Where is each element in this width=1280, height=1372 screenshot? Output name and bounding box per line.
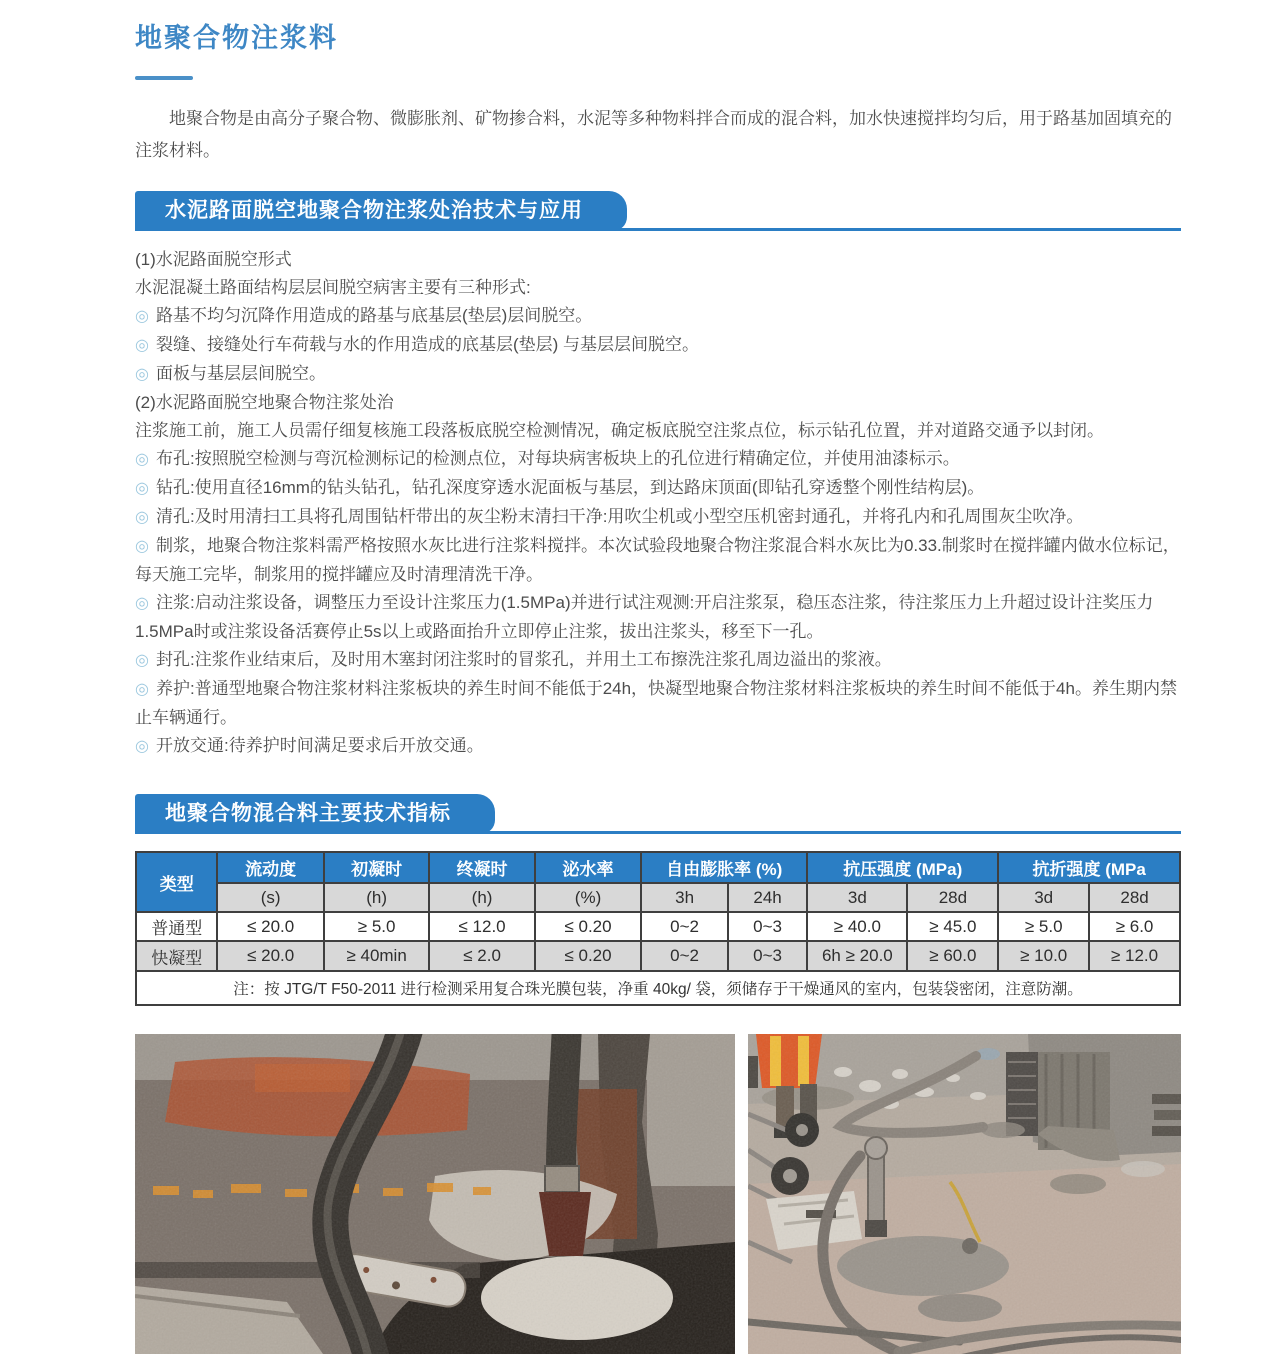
unit-cell: 28d: [907, 883, 998, 912]
bullet-icon: ◎: [135, 366, 149, 383]
bullet-icon: ◎: [135, 451, 149, 468]
unit-cell: 3h: [641, 883, 728, 912]
page-title: 地聚合物注浆料: [135, 23, 338, 53]
body-line: 水泥混凝土路面结构层层间脱空病害主要有三种形式:: [135, 278, 531, 297]
value-cell: ≥ 60.0: [907, 941, 998, 971]
value-cell: 0~3: [728, 912, 807, 941]
bullet-icon: ◎: [135, 738, 149, 755]
table-unit-row: [136, 883, 1180, 912]
bullet-icon: ◎: [135, 480, 149, 497]
value-cell: ≤ 0.20: [535, 941, 641, 971]
value-cell: 0~3: [728, 941, 807, 971]
col-header-type: 类型: [136, 852, 217, 912]
value-cell: 6h ≥ 20.0: [807, 941, 907, 971]
photo-grouting-worksite: [748, 1034, 1181, 1354]
body-line: ◎ 清孔:及时用清扫工具将孔周围钻杆带出的灰尘粉末清扫干净:用吹尘机或小型空压机密封通孔，并将孔内和孔周围灰尘吹净。: [135, 507, 1084, 526]
value-cell: ≤ 20.0: [217, 912, 323, 941]
value-cell: ≥ 40min: [324, 941, 429, 971]
unit-cell: 24h: [728, 883, 807, 912]
body-line: ◎ 封孔:注浆作业结束后，及时用木塞封闭注浆时的冒浆孔，并用土工布擦洗注浆孔周边溢出的浆液。: [135, 650, 892, 669]
table-note-row: [136, 971, 1180, 1005]
value-cell: 0~2: [641, 912, 728, 941]
title-underline: [135, 76, 193, 80]
value-cell: ≤ 0.20: [535, 912, 641, 941]
body-line: ◎ 开放交通:待养护时间满足要求后开放交通。: [135, 736, 484, 755]
row-type-cell: 普通型: [136, 912, 217, 941]
body-line: ◎ 注浆:启动注浆设备，调整压力至设计注浆压力(1.5MPa)并进行试注观测:开启注浆泵，稳压态注浆，待注浆压力上升超过设计注奖压力1.5MPa时或注浆设备活赛停止5s以上或路面抬升立即停止注浆，拔出注浆头，移至下一孔。: [135, 593, 1154, 641]
value-cell: ≤ 12.0: [429, 912, 534, 941]
bullet-icon: ◎: [135, 509, 149, 526]
value-cell: 0~2: [641, 941, 728, 971]
unit-cell: (s): [217, 883, 323, 912]
photo-grout-hose-pavement: [135, 1034, 735, 1354]
unit-cell: (h): [324, 883, 429, 912]
col-header: 抗压强度 (MPa): [807, 852, 998, 883]
section2-banner: 地聚合物混合料主要技术指标: [135, 794, 495, 834]
spec-table: [135, 851, 1181, 1006]
value-cell: ≥ 12.0: [1089, 941, 1180, 971]
value-cell: ≥ 10.0: [998, 941, 1089, 971]
section1-banner-row: [135, 194, 1181, 231]
bullet-icon: ◎: [135, 652, 149, 669]
table-row-normal-type: [136, 912, 1180, 941]
col-header: 初凝时: [324, 852, 429, 883]
body-line: (1)水泥路面脱空形式: [135, 250, 292, 269]
col-header: 终凝时: [429, 852, 534, 883]
unit-cell: 28d: [1089, 883, 1180, 912]
bullet-icon: ◎: [135, 308, 149, 325]
section1-banner: 水泥路面脱空地聚合物注浆处治技术与应用: [135, 191, 627, 231]
section2-banner-row: [135, 797, 1181, 834]
body-line: (2)水泥路面脱空地聚合物注浆处治: [135, 393, 394, 412]
col-header: 流动度: [217, 852, 323, 883]
bullet-icon: ◎: [135, 595, 149, 612]
body-line: 注浆施工前，施工人员需仔细复核施工段落板底脱空检测情况，确定板底脱空注浆点位，标示钻孔位置，并对道路交通予以封闭。: [135, 421, 1104, 440]
col-header: 自由膨胀率 (%): [641, 852, 807, 883]
body-line: ◎ 钻孔:使用直径16mm的钻头钻孔，钻孔深度穿透水泥面板与基层，到达路床顶面(即钻孔穿透整个刚性结构层)。: [135, 478, 985, 497]
value-cell: ≤ 20.0: [217, 941, 323, 971]
col-header: 抗折强度 (MPa: [998, 852, 1180, 883]
body-line: ◎ 布孔:按照脱空检测与弯沉检测标记的检测点位，对每块病害板块上的孔位进行精确定位，并使用油漆标示。: [135, 449, 960, 468]
value-cell: ≥ 5.0: [324, 912, 429, 941]
value-cell: ≥ 40.0: [807, 912, 907, 941]
bullet-icon: ◎: [135, 681, 149, 698]
section1-body: [135, 246, 1181, 761]
value-cell: ≥ 6.0: [1089, 912, 1180, 941]
body-line: ◎ 裂缝、接缝处行车荷载与水的作用造成的底基层(垫层) 与基层层间脱空。: [135, 335, 700, 354]
bullet-icon: ◎: [135, 337, 149, 354]
table-note: 注：按 JTG/T F50-2011 进行检测采用复合珠光膜包装，净重 40kg/ 袋，须储存于干燥通风的室内，包装袋密闭，注意防潮。: [136, 971, 1180, 1005]
table-row-fast-setting-type: [136, 941, 1180, 971]
photo-gallery: [135, 1034, 1181, 1354]
body-line: ◎ 面板与基层层间脱空。: [135, 364, 326, 383]
body-line: ◎ 路基不均匀沉降作用造成的路基与底基层(垫层)层间脱空。: [135, 306, 593, 325]
unit-cell: 3d: [998, 883, 1089, 912]
row-type-cell: 快凝型: [136, 941, 217, 971]
unit-cell: (%): [535, 883, 641, 912]
unit-cell: 3d: [807, 883, 907, 912]
unit-cell: (h): [429, 883, 534, 912]
col-header: 泌水率: [535, 852, 641, 883]
bullet-icon: ◎: [135, 538, 149, 555]
intro-paragraph: 地聚合物是由高分子聚合物、微膨胀剂、矿物掺合料，水泥等多种物料拌合而成的混合料，加水快速搅拌均匀后，用于路基加固填充的注浆材料。: [135, 109, 1172, 160]
body-line: ◎ 养护:普通型地聚合物注浆材料注浆板块的养生时间不能低于24h，快凝型地聚合物注浆材料注浆板块的养生时间不能低于4h。养生期内禁止车辆通行。: [135, 679, 1177, 727]
value-cell: ≥ 45.0: [907, 912, 998, 941]
page-content: [135, 0, 1181, 1354]
body-line: ◎ 制浆，地聚合物注浆料需严格按照水灰比进行注浆料搅拌。本次试验段地聚合物注浆混合料水灰比为0.33.制浆时在搅拌罐内做水位标记，每天施工完毕，制浆用的搅拌罐应及时清理清洗干净。: [135, 536, 1180, 584]
value-cell: ≥ 5.0: [998, 912, 1089, 941]
table-header-row: [136, 852, 1180, 883]
value-cell: ≤ 2.0: [429, 941, 534, 971]
